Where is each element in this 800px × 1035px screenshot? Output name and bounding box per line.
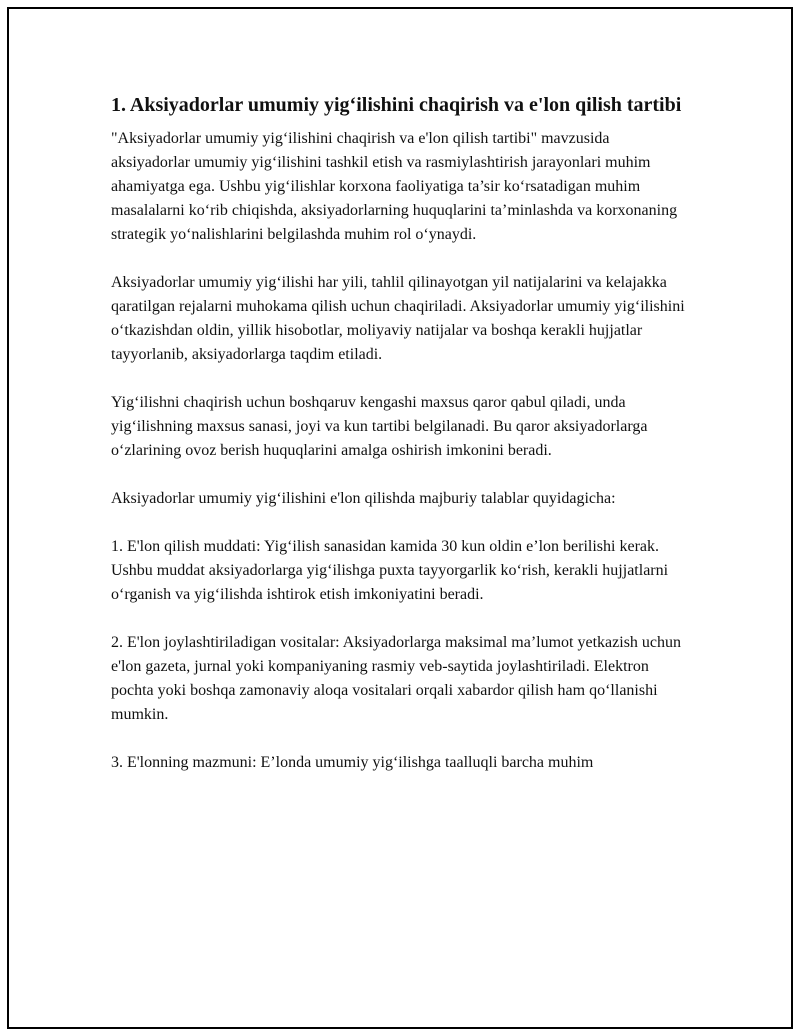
paragraph-annual-meeting: Aksiyadorlar umumiy yig‘ilishi har yili, tahlil qilinayotgan yil natijalarini va kelajakka qaratilgan rejalarni muhokama qilish uchun chaqiriladi. Aksiyadorlar umumiy yig‘ilishini o‘tkazishdan oldin, yillik hisobotlar, moliyaviy natijalar va boshqa kerakli hujjatlar tayyorlanib, aksiyadorlarga taqdim etiladi. — [111, 274, 685, 363]
paragraph-intro: "Aksiyadorlar umumiy yig‘ilishini chaqirish va e'lon qilish tartibi" mavzusida aksiyadorlar umumiy yig‘ilishini tashkil etish va rasmiylashtirish jarayonlari muhim ahamiyatga ega. Ushbu yig‘ilishlar korxona faoliyatiga ta’sir ko‘rsatadigan muhim masalalarni ko‘rib chiqishda, aksiyadorlarning huquqlarini ta’minlashda va korxonaning strategik yo‘nalishlarini belgilashda muhim rol o‘ynaydi. — [111, 130, 678, 243]
paragraph-board-decision: Yig‘ilishni chaqirish uchun boshqaruv kengashi maxsus qaror qabul qiladi, unda yig‘ilishning maxsus sanasi, joyi va kun tartibi belgilanadi. Bu qaror aksiyadorlarga o‘zlarining ovoz berish huquqlarini amalga oshirish imkonini beradi. — [111, 394, 648, 459]
list-item-notice-period: 1. E'lon qilish muddati: Yig‘ilish sanasidan kamida 30 kun oldin e’lon berilishi kerak. Ushbu muddat aksiyadorlarga yig‘ilishga puxta tayyorgarlik ko‘rish, kerakli hujjatlarni o‘rganish va yig‘ilishda ishtirok etish imkoniyatini beradi. — [111, 538, 669, 603]
paragraph-requirements-intro: Aksiyadorlar umumiy yig‘ilishini e'lon qilishda majburiy talablar quyidagicha: — [111, 490, 616, 507]
list-item-notice-content: 3. E'lonning mazmuni: E’londa umumiy yig‘ilishga taalluqli barcha muhim — [111, 754, 594, 771]
list-item-notice-channels: 2. E'lon joylashtiriladigan vositalar: Aksiyadorlarga maksimal ma’lumot yetkazish uchun e'lon gazeta, jurnal yoki kompaniyaning rasmiy veb-saytida joylashtiriladi. Elektron pochta yoki boshqa zamonaviy aloqa vositalari orqali xabardor qilish ham qo‘llanishi mumkin. — [111, 634, 682, 723]
section-heading: 1. Aksiyadorlar umumiy yig‘ilishini chaqirish va e'lon qilish tartibi — [111, 94, 682, 116]
document-body — [111, 92, 691, 775]
